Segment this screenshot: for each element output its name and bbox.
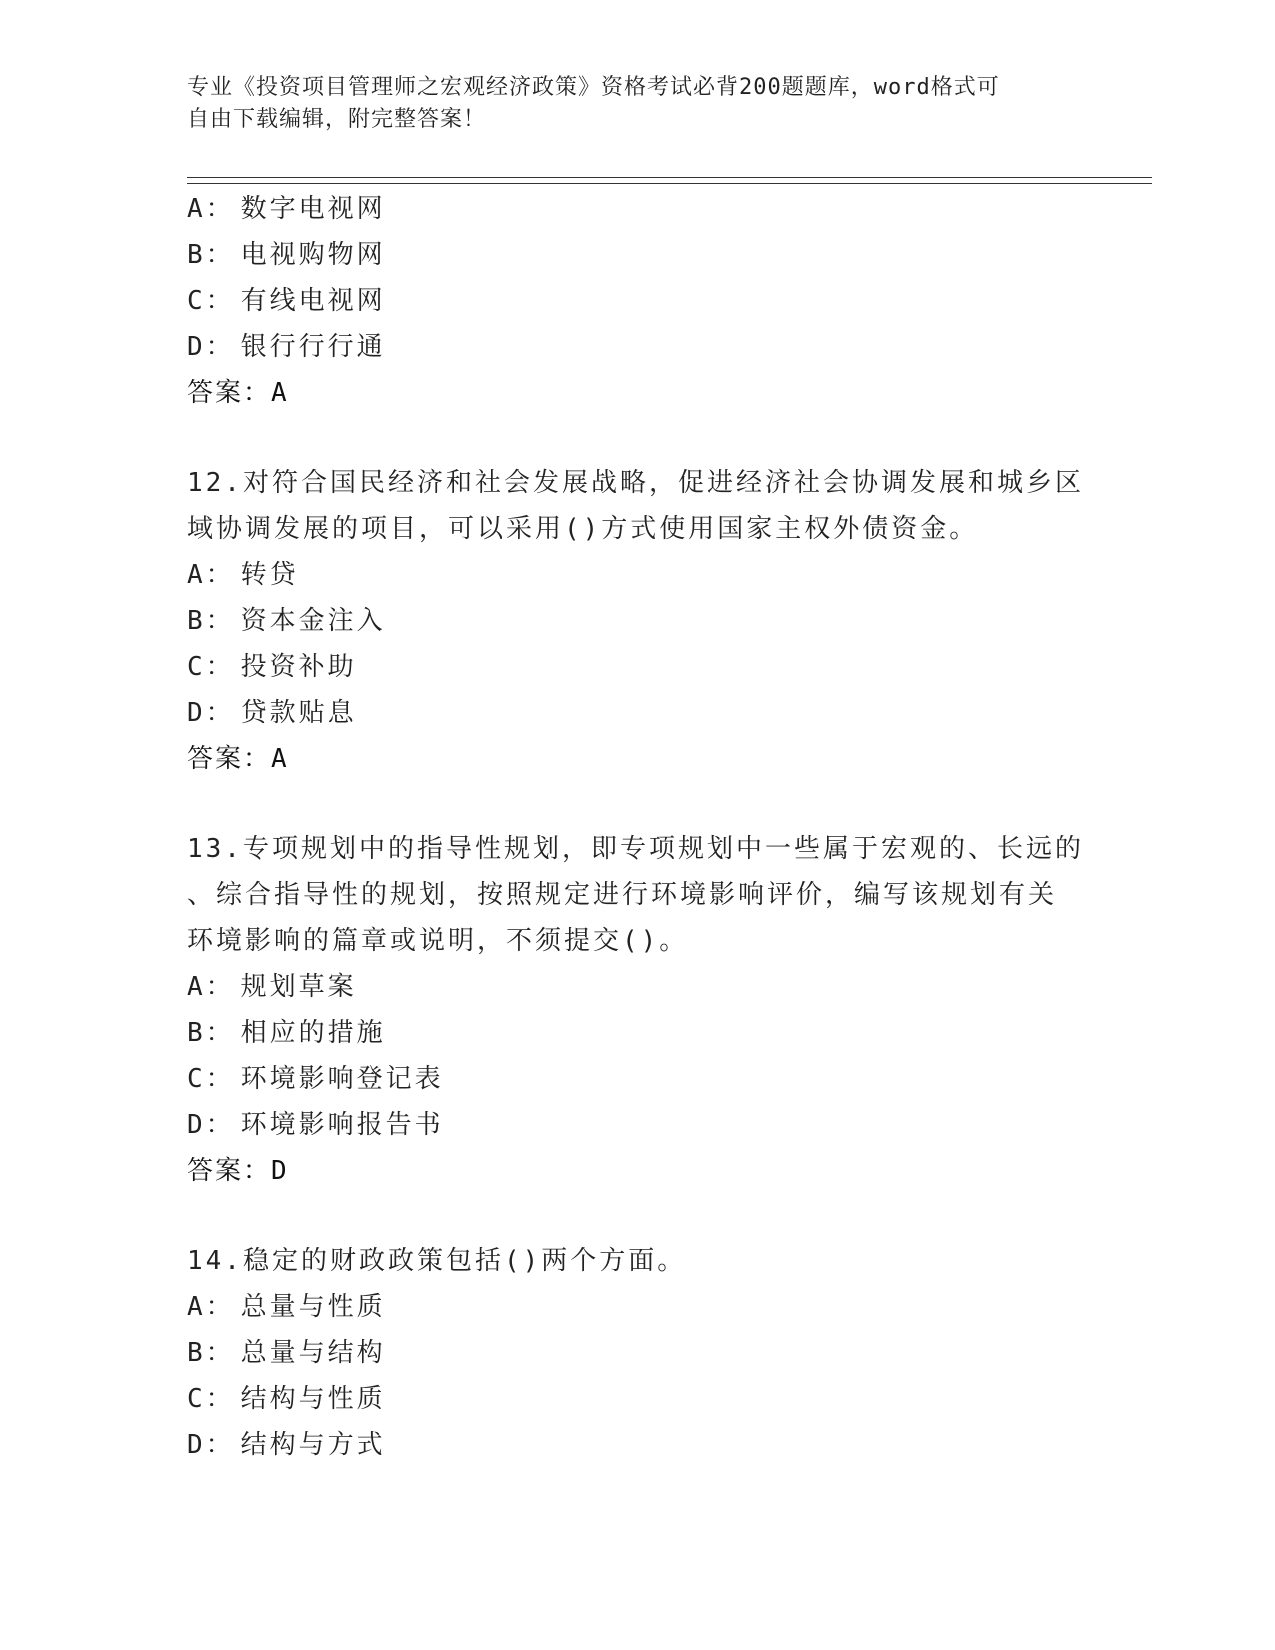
option-text: 环境影响报告书 <box>240 1110 444 1140</box>
option-c: C： 投资补助 <box>187 652 357 682</box>
question-12 <box>187 460 1087 782</box>
option-a: A： 规划草案 <box>187 972 357 1002</box>
question-list <box>187 186 1087 1468</box>
answer-label: 答案： <box>187 1156 272 1186</box>
option-text: 规划草案 <box>240 972 357 1002</box>
option-a: A： 总量与性质 <box>187 1292 386 1322</box>
option-d: D： 环境影响报告书 <box>187 1110 444 1140</box>
question-text-line: 14.稳定的财政政策包括()两个方面。 <box>187 1246 687 1276</box>
option-text: 转贷 <box>240 560 299 590</box>
header-line-2: 自由下载编辑，附完整答案！ <box>187 107 487 132</box>
header-divider-bottom <box>187 183 1152 184</box>
header-line-1: 专业《投资项目管理师之宏观经济政策》资格考试必背200题题库，word格式可 <box>187 75 1000 100</box>
option-d: D： 银行行行通 <box>187 332 386 362</box>
question-text-line: 13.专项规划中的指导性规划，即专项规划中一些属于宏观的、长远的 <box>187 834 1084 864</box>
question-14 <box>187 1238 1087 1468</box>
answer-line <box>187 736 1087 782</box>
option-a: A： 转贷 <box>187 560 299 590</box>
question-text <box>187 460 1087 552</box>
option-text: 结构与方式 <box>240 1430 386 1460</box>
answer-value: A <box>271 744 289 774</box>
option-c: C： 环境影响登记表 <box>187 1064 444 1094</box>
option-b: B： 电视购物网 <box>187 240 386 270</box>
option-b: B： 资本金注入 <box>187 606 386 636</box>
question-13 <box>187 826 1087 1194</box>
question-text <box>187 1238 1087 1284</box>
option-text: 数字电视网 <box>240 194 386 224</box>
option-b: B： 相应的措施 <box>187 1018 386 1048</box>
option-c: C： 结构与性质 <box>187 1384 386 1414</box>
option-text: 有线电视网 <box>240 286 386 316</box>
answer-value: D <box>271 1156 289 1186</box>
option-text: 结构与性质 <box>240 1384 386 1414</box>
option-c: C： 有线电视网 <box>187 286 386 316</box>
option-d: D： 贷款贴息 <box>187 698 357 728</box>
option-text: 投资补助 <box>240 652 357 682</box>
question-11-continued <box>187 186 1087 416</box>
question-text-line: 环境影响的篇章或说明，不须提交()。 <box>187 926 689 956</box>
option-a: A： 数字电视网 <box>187 194 386 224</box>
option-text: 总量与结构 <box>240 1338 386 1368</box>
option-text: 银行行行通 <box>240 332 386 362</box>
option-b: B： 总量与结构 <box>187 1338 386 1368</box>
option-text: 总量与性质 <box>240 1292 386 1322</box>
option-text: 环境影响登记表 <box>240 1064 444 1094</box>
header-divider-top <box>187 177 1152 178</box>
document-header <box>187 72 1067 136</box>
option-text: 贷款贴息 <box>240 698 357 728</box>
answer-line <box>187 1148 1087 1194</box>
question-text-line: 12.对符合国民经济和社会发展战略，促进经济社会协调发展和城乡区 <box>187 468 1084 498</box>
option-text: 相应的措施 <box>240 1018 386 1048</box>
option-d: D： 结构与方式 <box>187 1430 386 1460</box>
option-text: 电视购物网 <box>240 240 386 270</box>
question-text-line: 域协调发展的项目，可以采用()方式使用国家主权外债资金。 <box>187 514 979 544</box>
question-text <box>187 826 1087 964</box>
answer-value: A <box>271 378 289 408</box>
answer-line <box>187 370 1087 416</box>
question-text-line: 、综合指导性的规划，按照规定进行环境影响评价，编写该规划有关 <box>187 880 1058 910</box>
option-text: 资本金注入 <box>240 606 386 636</box>
answer-label: 答案： <box>187 744 272 774</box>
answer-label: 答案： <box>187 378 272 408</box>
